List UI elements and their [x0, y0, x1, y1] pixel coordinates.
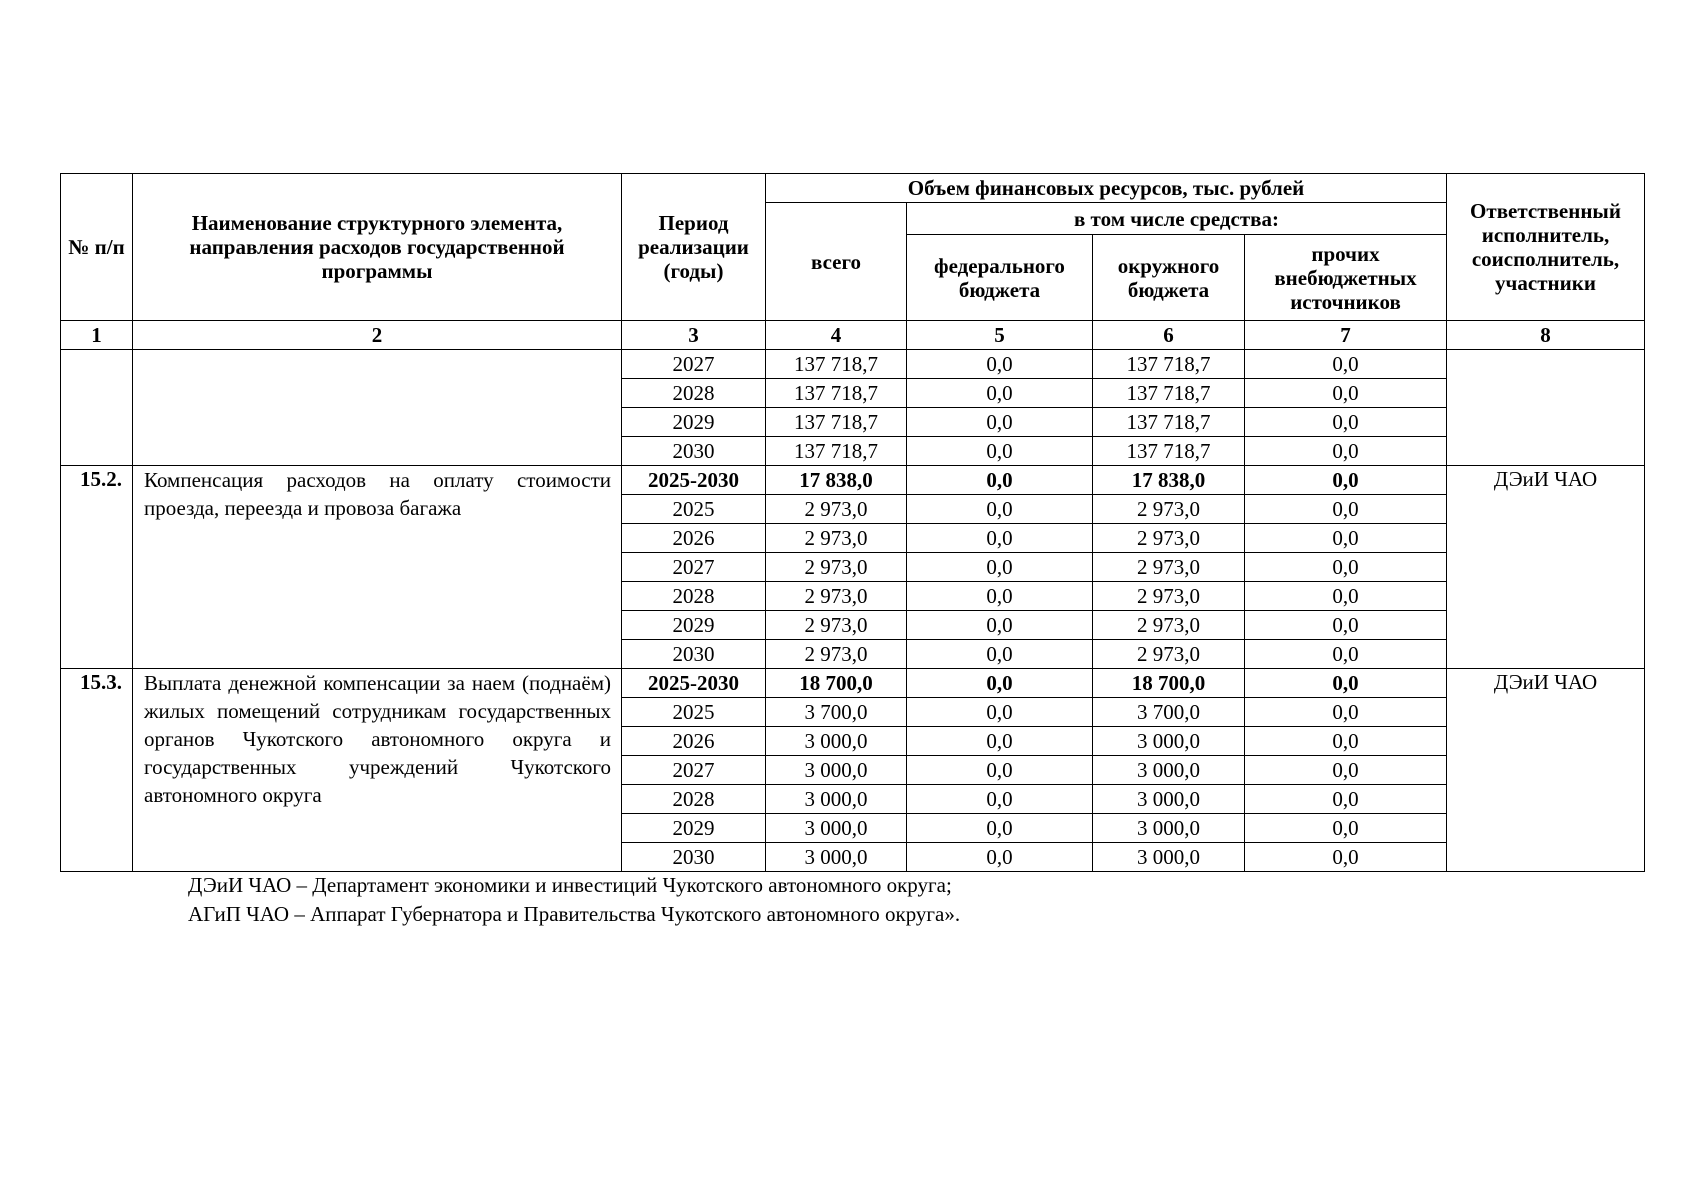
district-cell: 2 973,0	[1093, 495, 1245, 524]
federal-cell: 0,0	[907, 843, 1093, 872]
item-number: 15.2.	[61, 466, 133, 669]
district-cell: 3 000,0	[1093, 785, 1245, 814]
district-cell: 2 973,0	[1093, 611, 1245, 640]
other-cell: 0,0	[1245, 524, 1447, 553]
other-cell: 0,0	[1245, 408, 1447, 437]
federal-cell: 0,0	[907, 582, 1093, 611]
column-number: 1	[61, 321, 133, 350]
federal-cell: 0,0	[907, 379, 1093, 408]
district-cell: 137 718,7	[1093, 379, 1245, 408]
column-number: 7	[1245, 321, 1447, 350]
other-cell: 0,0	[1245, 785, 1447, 814]
period-cell: 2026	[622, 524, 766, 553]
district-cell: 2 973,0	[1093, 582, 1245, 611]
period-cell: 2025	[622, 698, 766, 727]
period-cell: 2027	[622, 756, 766, 785]
federal-cell: 0,0	[907, 350, 1093, 379]
column-number: 5	[907, 321, 1093, 350]
table-header	[61, 174, 1645, 350]
other-cell: 0,0	[1245, 756, 1447, 785]
header-volume: Объем финансовых ресурсов, тыс. рублей	[766, 174, 1447, 203]
other-cell: 0,0	[1245, 669, 1447, 698]
other-cell: 0,0	[1245, 553, 1447, 582]
total-cell: 2 973,0	[766, 553, 907, 582]
total-cell: 3 000,0	[766, 756, 907, 785]
district-cell: 2 973,0	[1093, 553, 1245, 582]
federal-cell: 0,0	[907, 785, 1093, 814]
table-body	[61, 350, 1645, 872]
period-cell: 2027	[622, 553, 766, 582]
item-name: Компенсация расходов на оплату стоимости проезда, переезда и провоза багажа	[133, 466, 622, 669]
total-cell: 137 718,7	[766, 408, 907, 437]
header-total: всего	[766, 203, 907, 321]
total-cell: 3 000,0	[766, 843, 907, 872]
period-cell: 2028	[622, 785, 766, 814]
other-cell: 0,0	[1245, 727, 1447, 756]
other-cell: 0,0	[1245, 814, 1447, 843]
header-federal: федерального бюджета	[907, 235, 1093, 321]
period-cell: 2030	[622, 640, 766, 669]
period-cell: 2028	[622, 582, 766, 611]
period-cell: 2028	[622, 379, 766, 408]
other-cell: 0,0	[1245, 582, 1447, 611]
federal-cell: 0,0	[907, 814, 1093, 843]
district-cell: 137 718,7	[1093, 408, 1245, 437]
district-cell: 3 000,0	[1093, 814, 1245, 843]
column-number: 2	[133, 321, 622, 350]
total-cell: 3 700,0	[766, 698, 907, 727]
column-number: 8	[1447, 321, 1645, 350]
district-cell: 2 973,0	[1093, 640, 1245, 669]
federal-cell: 0,0	[907, 495, 1093, 524]
period-cell: 2025-2030	[622, 669, 766, 698]
item-name: Выплата денежной компенсации за наем (поднаём) жилых помещений сотрудникам государственных органов Чукотского автономного округа и государственных учреждений Чукотского автономного округа	[133, 669, 622, 872]
total-cell: 137 718,7	[766, 379, 907, 408]
federal-cell: 0,0	[907, 408, 1093, 437]
period-cell: 2029	[622, 408, 766, 437]
federal-cell: 0,0	[907, 698, 1093, 727]
item-name-cell	[133, 350, 622, 466]
total-cell: 3 000,0	[766, 727, 907, 756]
other-cell: 0,0	[1245, 611, 1447, 640]
other-cell: 0,0	[1245, 640, 1447, 669]
header-name: Наименование структурного элемента, направления расходов государственной программы	[133, 174, 622, 321]
district-cell: 17 838,0	[1093, 466, 1245, 495]
other-cell: 0,0	[1245, 350, 1447, 379]
column-number: 6	[1093, 321, 1245, 350]
header-num: № п/п	[61, 174, 133, 321]
responsible-executor: ДЭиИ ЧАО	[1447, 669, 1645, 872]
header-other: прочих внебюджетных источников	[1245, 235, 1447, 321]
table-row	[61, 669, 1645, 698]
federal-cell: 0,0	[907, 437, 1093, 466]
federal-cell: 0,0	[907, 669, 1093, 698]
column-number: 3	[622, 321, 766, 350]
district-cell: 3 000,0	[1093, 727, 1245, 756]
period-cell: 2025	[622, 495, 766, 524]
period-cell: 2025-2030	[622, 466, 766, 495]
responsible-executor: ДЭиИ ЧАО	[1447, 466, 1645, 669]
total-cell: 2 973,0	[766, 524, 907, 553]
district-cell: 2 973,0	[1093, 524, 1245, 553]
district-cell: 18 700,0	[1093, 669, 1245, 698]
other-cell: 0,0	[1245, 698, 1447, 727]
total-cell: 2 973,0	[766, 495, 907, 524]
period-cell: 2030	[622, 437, 766, 466]
federal-cell: 0,0	[907, 553, 1093, 582]
header-responsible: Ответственный исполнитель, соисполнитель, участники	[1447, 174, 1645, 321]
footnotes	[188, 871, 960, 929]
total-cell: 2 973,0	[766, 582, 907, 611]
header-district: окружного бюджета	[1093, 235, 1245, 321]
total-cell: 2 973,0	[766, 640, 907, 669]
federal-cell: 0,0	[907, 727, 1093, 756]
total-cell: 3 000,0	[766, 814, 907, 843]
federal-cell: 0,0	[907, 466, 1093, 495]
footnote: ДЭиИ ЧАО – Департамент экономики и инвестиций Чукотского автономного округа;	[188, 873, 952, 897]
period-cell: 2029	[622, 611, 766, 640]
other-cell: 0,0	[1245, 379, 1447, 408]
item-number-cell	[61, 350, 133, 466]
other-cell: 0,0	[1245, 466, 1447, 495]
header-period: Период реализации (годы)	[622, 174, 766, 321]
item-number: 15.3.	[61, 669, 133, 872]
total-cell: 17 838,0	[766, 466, 907, 495]
other-cell: 0,0	[1245, 437, 1447, 466]
district-cell: 3 000,0	[1093, 756, 1245, 785]
total-cell: 137 718,7	[766, 437, 907, 466]
period-cell: 2026	[622, 727, 766, 756]
responsible-cell	[1447, 350, 1645, 466]
footnote: АГиП ЧАО – Аппарат Губернатора и Правительства Чукотского автономного округа».	[188, 902, 961, 926]
total-cell: 18 700,0	[766, 669, 907, 698]
other-cell: 0,0	[1245, 495, 1447, 524]
total-cell: 137 718,7	[766, 350, 907, 379]
district-cell: 137 718,7	[1093, 437, 1245, 466]
district-cell: 3 700,0	[1093, 698, 1245, 727]
other-cell: 0,0	[1245, 843, 1447, 872]
total-cell: 3 000,0	[766, 785, 907, 814]
total-cell: 2 973,0	[766, 611, 907, 640]
period-cell: 2029	[622, 814, 766, 843]
header-including: в том числе средства:	[907, 203, 1447, 235]
federal-cell: 0,0	[907, 640, 1093, 669]
financial-resources-table	[60, 173, 1645, 872]
table-row	[61, 466, 1645, 495]
column-number: 4	[766, 321, 907, 350]
period-cell: 2030	[622, 843, 766, 872]
federal-cell: 0,0	[907, 524, 1093, 553]
district-cell: 3 000,0	[1093, 843, 1245, 872]
table-row	[61, 350, 1645, 379]
period-cell: 2027	[622, 350, 766, 379]
federal-cell: 0,0	[907, 611, 1093, 640]
federal-cell: 0,0	[907, 756, 1093, 785]
district-cell: 137 718,7	[1093, 350, 1245, 379]
